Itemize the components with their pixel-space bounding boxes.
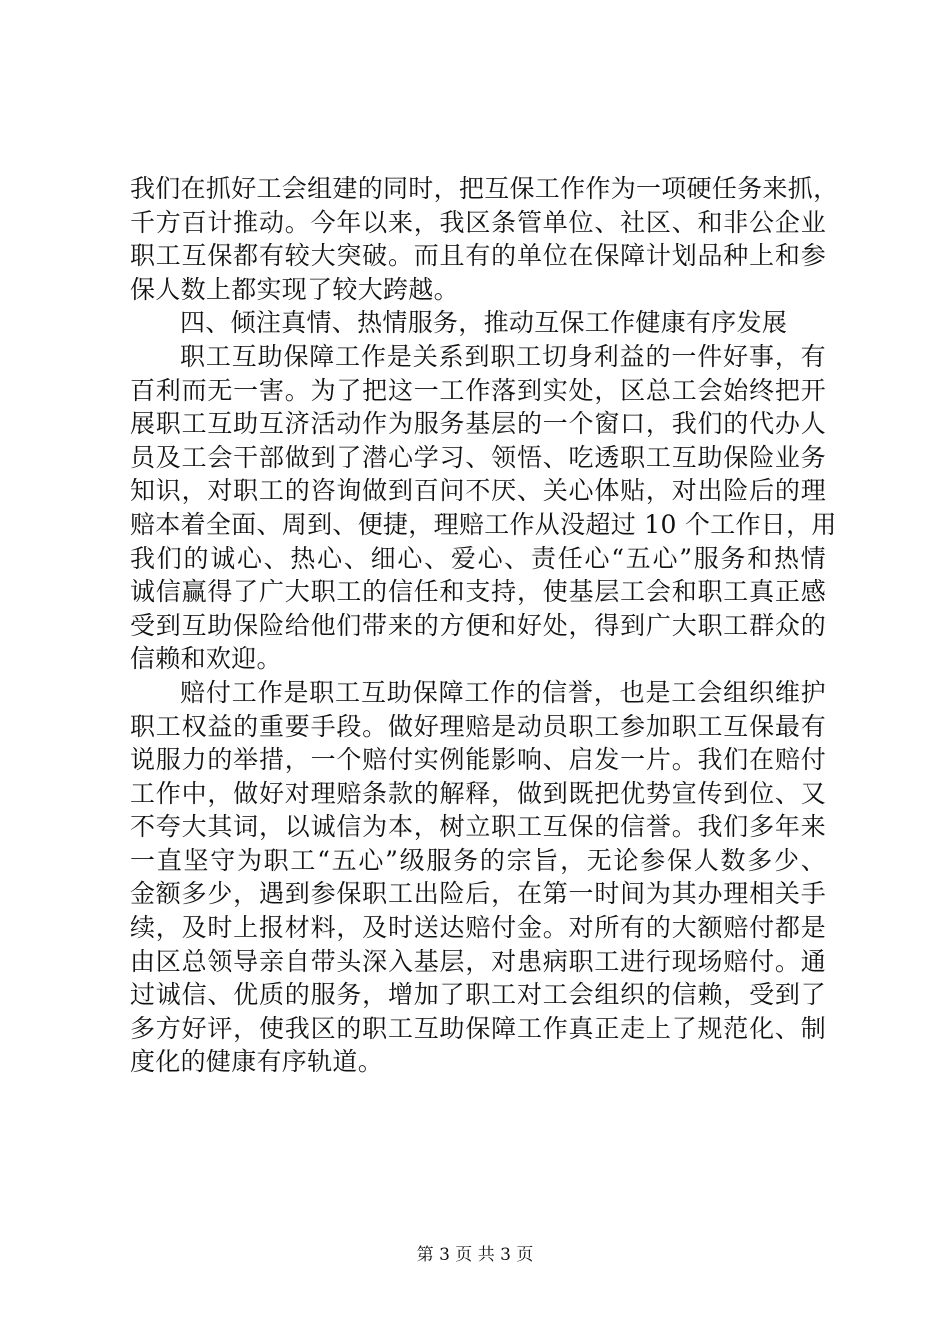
text-line: 千方百计推动。今年以来，我区条管单位、社区、和非公企业 — [130, 207, 826, 237]
text-line: 展职工互助互济活动作为服务基层的一个窗口，我们的代办人 — [130, 409, 826, 439]
text-line: 工作中，做好对理赔条款的解释，做到既把优势宣传到位、又 — [130, 778, 826, 808]
text-line: 我们在抓好工会组建的同时，把互保工作作为一项硬任务来抓， — [130, 174, 839, 203]
text-line: 诚信赢得了广大职工的信任和支持，使基层工会和职工真正感 — [130, 577, 826, 607]
text-line: 过诚信、优质的服务，增加了职工对工会组织的信赖，受到了 — [130, 980, 826, 1010]
text-line: 一直坚守为职工“五心”级服务的宗旨，无论参保人数多少、 — [130, 845, 826, 875]
text-line: 度化的健康有序轨道。 — [130, 1047, 384, 1077]
text-line: 说服力的举措，一个赔付实例能影响、启发一片。我们在赔付 — [130, 745, 826, 775]
text-line: 职工互助保障工作是关系到职工切身利益的一件好事，有 — [180, 341, 826, 371]
text-line: 员及工会干部做到了潜心学习、领悟、吃透职工互助保险业务 — [130, 442, 826, 472]
text-line: 职工权益的重要手段。做好理赔是动员职工参加职工互保最有 — [130, 711, 826, 741]
section-heading — [130, 306, 826, 340]
page-number-footer: 第 3 页 共 3 页 — [416, 1245, 534, 1265]
text-line: 百利而无一害。为了把这一工作落到实处，区总工会始终把开 — [130, 375, 826, 405]
text-line: 多方好评，使我区的职工互助保障工作真正走上了规范化、制 — [130, 1013, 826, 1043]
text-line: 受到互助保险给他们带来的方便和好处，得到广大职工群众的 — [130, 610, 826, 640]
paragraph-2 — [130, 340, 837, 676]
paragraph-3 — [130, 676, 826, 1079]
section-heading-text: 四、倾注真情、热情服务，推动互保工作健康有序发展 — [180, 308, 788, 338]
paragraph-1 — [130, 172, 839, 306]
text-line: 知识，对职工的咨询做到百问不厌、关心体贴，对出险后的理 — [130, 476, 826, 506]
text-line: 金额多少，遇到参保职工出险后，在第一时间为其办理相关手 — [130, 879, 826, 909]
text-line: 我们的诚心、热心、细心、爱心、责任心“五心”服务和热情 — [130, 543, 826, 573]
text-line: 赔付工作是职工互助保障工作的信誉，也是工会组织维护 — [180, 677, 826, 707]
document-body — [130, 172, 839, 1079]
text-line: 续，及时上报材料，及时送达赔付金。对所有的大额赔付都是 — [130, 913, 826, 943]
text-line: 保人数上都实现了较大跨越。 — [130, 274, 459, 304]
text-line: 不夸大其词，以诚信为本，树立职工互保的信誉。我们多年来 — [130, 812, 826, 842]
text-line: 信赖和欢迎。 — [130, 644, 282, 674]
text-line: 赔本着全面、周到、便捷，理赔工作从没超过 10 个工作日，用 — [130, 509, 837, 539]
text-line: 由区总领导亲自带头深入基层，对患病职工进行现场赔付。通 — [130, 946, 826, 976]
text-line: 职工互保都有较大突破。而且有的单位在保障计划品种上和参 — [130, 241, 826, 271]
